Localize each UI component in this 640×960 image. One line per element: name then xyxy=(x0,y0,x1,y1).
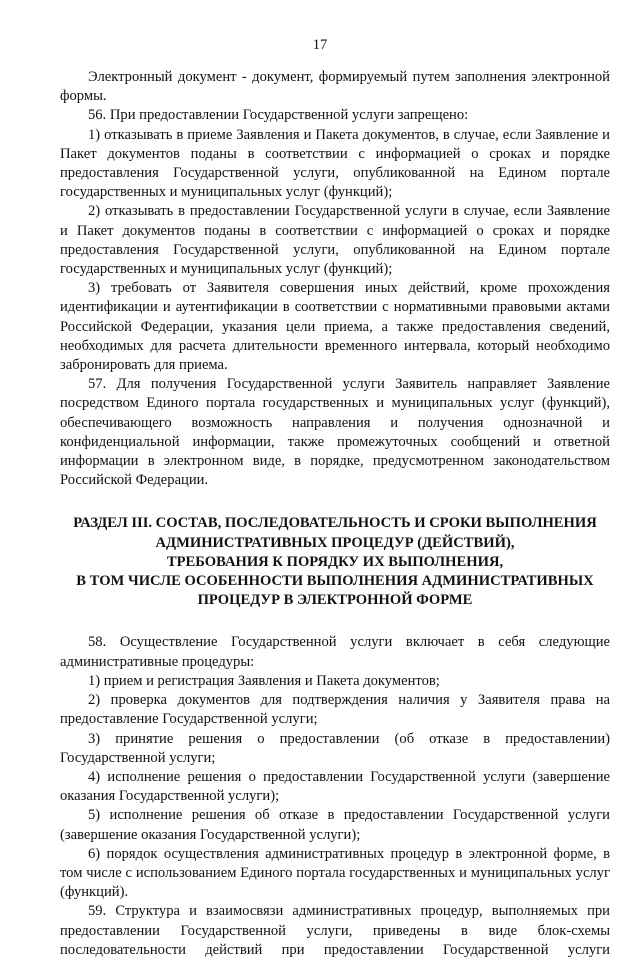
section-heading xyxy=(60,514,610,610)
section-heading-line: АДМИНИСТРАТИВНЫХ ПРОЦЕДУР (ДЕЙСТВИЙ), xyxy=(155,534,515,551)
paragraph: 58. Осуществление Государственной услуги включает в себя следующие административные процедуры: xyxy=(60,634,610,670)
paragraph: 2) отказывать в предоставлении Государственной услуги в случае, если Заявление и Пакет документов поданы в соответствии с информацией о сроках и порядке предоставления Государственной услуги, опубликованной на Едином портале государственных и муниципальных услуг (функций); xyxy=(60,203,610,278)
paragraph: 59. Структура и взаимосвязи административных процедур, выполняемых при предоставлении Государственной услуги, приведены в виде блок-схемы последовательности действий при предоставлении Государственной услуги xyxy=(60,903,610,958)
paragraph: 1) прием и регистрация Заявления и Пакета документов; xyxy=(88,672,440,689)
document-body xyxy=(60,68,610,960)
paragraph: 1) отказывать в приеме Заявления и Пакета документов, в случае, если Заявление и Пакет документов поданы в соответствии с информацией о сроках и порядке предоставления Государственной услуги, опубликованной на Едином портале государственных и муниципальных услуг (функций); xyxy=(60,126,610,201)
section-heading-line: ПРОЦЕДУР В ЭЛЕКТРОННОЙ ФОРМЕ xyxy=(197,592,473,609)
paragraphs-after-section xyxy=(60,633,610,959)
paragraph: 56. При предоставлении Государственной услуги запрещено: xyxy=(88,107,469,124)
page-number: 17 xyxy=(312,37,328,53)
paragraph: Электронный документ - документ, формируемый путем заполнения электронной формы. xyxy=(60,69,610,105)
paragraph: 3) принятие решения о предоставлении (об отказе в предоставлении) Государственной услуги; xyxy=(60,730,610,766)
paragraphs-before-section xyxy=(60,68,610,490)
paragraph: 3) требовать от Заявителя совершения иных действий, кроме прохождения идентификации и аутентификации в соответствии с нормативными правовыми актами Российской Федерации, указания цели приема, а также предоставления сведений, необходимых для расчета длительности временного интервала, который необходимо забронировать для приема. xyxy=(60,280,610,374)
section-heading-line: РАЗДЕЛ III. СОСТАВ, ПОСЛЕДОВАТЕЛЬНОСТЬ И СРОКИ ВЫПОЛНЕНИЯ xyxy=(73,515,597,532)
paragraph: 6) порядок осуществления административных процедур в электронной форме, в том числе с использованием Единого портала государственных и муниципальных услуг (функций). xyxy=(60,845,610,901)
paragraph: 5) исполнение решения об отказе в предоставлении Государственной услуги (завершение оказания Государственной услуги); xyxy=(60,807,610,843)
paragraph: 4) исполнение решения о предоставлении Государственной услуги (завершение оказания Государственной услуги); xyxy=(60,768,610,805)
section-heading-line: ТРЕБОВАНИЯ К ПОРЯДКУ ИХ ВЫПОЛНЕНИЯ, xyxy=(166,553,504,570)
section-heading-line: В ТОМ ЧИСЛЕ ОСОБЕННОСТИ ВЫПОЛНЕНИЯ АДМИНИСТРАТИВНЫХ xyxy=(76,573,594,590)
paragraph: 2) проверка документов для подтверждения наличия у Заявителя права на предоставление Государственной услуги; xyxy=(60,692,610,728)
paragraph: 57. Для получения Государственной услуги Заявитель направляет Заявление посредством Единого портала государственных и муниципальных услуг (функций), обеспечивающего возможность направления и получения однозначной и конфиденциальной информации, также промежуточных сообщений и ответной информации в электронном виде, в порядке, предусмотренном законодательством Российской Федерации. xyxy=(60,376,610,489)
